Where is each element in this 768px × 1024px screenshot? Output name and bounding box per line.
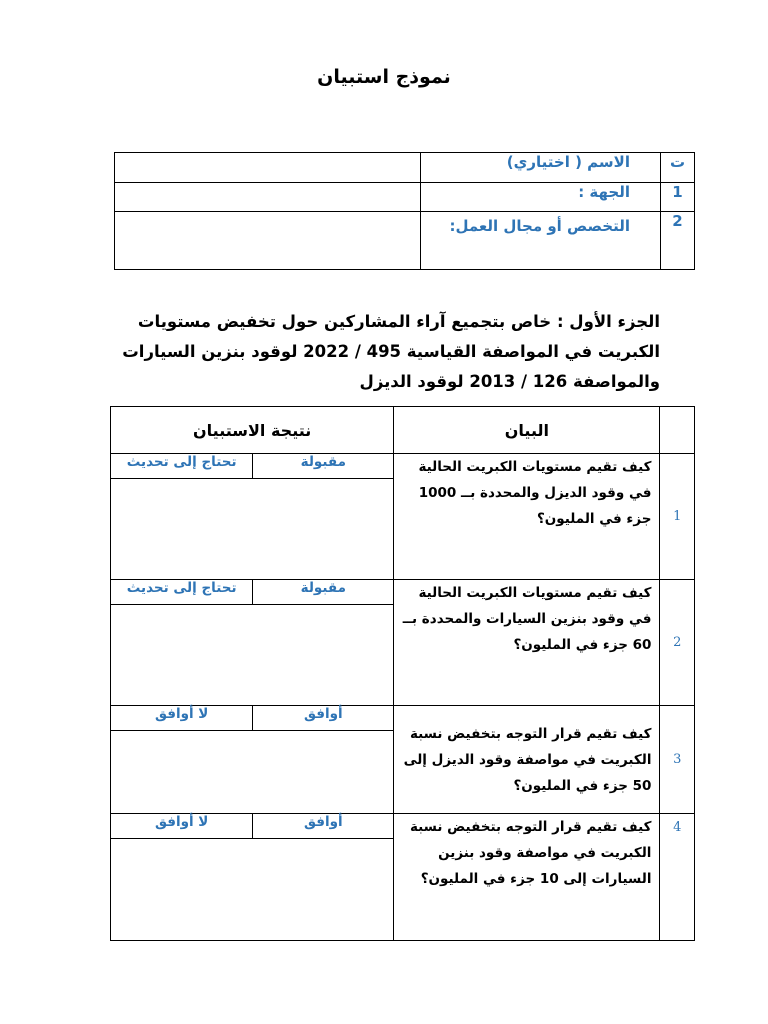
info-row-org	[115, 183, 695, 212]
survey-header-row	[111, 407, 695, 454]
info-label-org: الجهة :	[421, 183, 661, 212]
row-number: 3	[660, 706, 695, 814]
answer-options	[111, 814, 393, 839]
survey-table	[110, 406, 695, 941]
answer-options	[111, 706, 393, 731]
option-disagree[interactable]: لا أوافق	[154, 814, 209, 830]
row-number: 1	[660, 454, 695, 580]
survey-row	[111, 814, 695, 941]
info-label-name: الاسم ( اختياري)	[421, 153, 661, 183]
info-num: 1	[661, 183, 695, 212]
info-num: 2	[661, 212, 695, 270]
answer-cell[interactable]	[111, 706, 394, 814]
answer-cell[interactable]	[111, 814, 394, 941]
question-text: كيف تقيم مستويات الكبريت الحالية في وقود الديزل والمحددة بــ 1000 جزء في المليون؟	[394, 454, 660, 580]
option-accept[interactable]: مقبولة	[252, 454, 393, 478]
answer-cell[interactable]	[111, 454, 394, 580]
survey-row	[111, 454, 695, 580]
survey-row	[111, 706, 695, 814]
answer-options	[111, 580, 393, 605]
info-row-spec	[115, 212, 695, 270]
row-number: 2	[660, 580, 695, 706]
section-heading: الجزء الأول : خاص بتجميع آراء المشاركين حول تخفيض مستويات الكبريت في المواصفة القياسية 495 / 2022 لوقود بنزين السيارات والمواصفة 126 / 2013 لوقود الديزل	[122, 312, 660, 391]
question-text: كيف تقيم قرار التوجه بتخفيض نسبة الكبريت في مواصفة وقود بنزين السيارات إلى 10 جزء في المليون؟	[394, 814, 660, 941]
answer-cell[interactable]	[111, 580, 394, 706]
org-field[interactable]	[115, 183, 421, 212]
header-result: نتيجة الاستبيان	[111, 407, 394, 454]
question-text: كيف تقيم مستويات الكبريت الحالية في وقود بنزين السيارات والمحددة بــ 60 جزء في المليون؟	[394, 580, 660, 706]
specialty-field[interactable]	[115, 212, 421, 270]
header-statement: البيان	[394, 407, 660, 454]
answer-options	[111, 454, 393, 479]
header-num-cell	[660, 407, 695, 454]
option-agree[interactable]: أوافق	[252, 706, 393, 730]
info-table	[114, 152, 695, 270]
survey-row	[111, 580, 695, 706]
name-field[interactable]	[115, 153, 421, 183]
option-accept[interactable]: مقبولة	[252, 580, 393, 604]
option-update[interactable]: تحتاج إلى تحديث	[126, 580, 237, 596]
info-header-num: ت	[661, 153, 695, 183]
info-label-specialty: التخصص أو مجال العمل:	[421, 212, 661, 270]
option-agree[interactable]: أوافق	[252, 814, 393, 838]
question-text: كيف تقيم قرار التوجه بتخفيض نسبة الكبريت في مواصفة وقود الديزل إلى 50 جزء في المليون؟	[394, 706, 660, 814]
page-title: نموذج استبيان	[317, 66, 451, 88]
option-update[interactable]: تحتاج إلى تحديث	[126, 454, 237, 470]
info-row-name	[115, 153, 695, 183]
row-number: 4	[660, 814, 695, 941]
option-disagree[interactable]: لا أوافق	[154, 706, 209, 722]
